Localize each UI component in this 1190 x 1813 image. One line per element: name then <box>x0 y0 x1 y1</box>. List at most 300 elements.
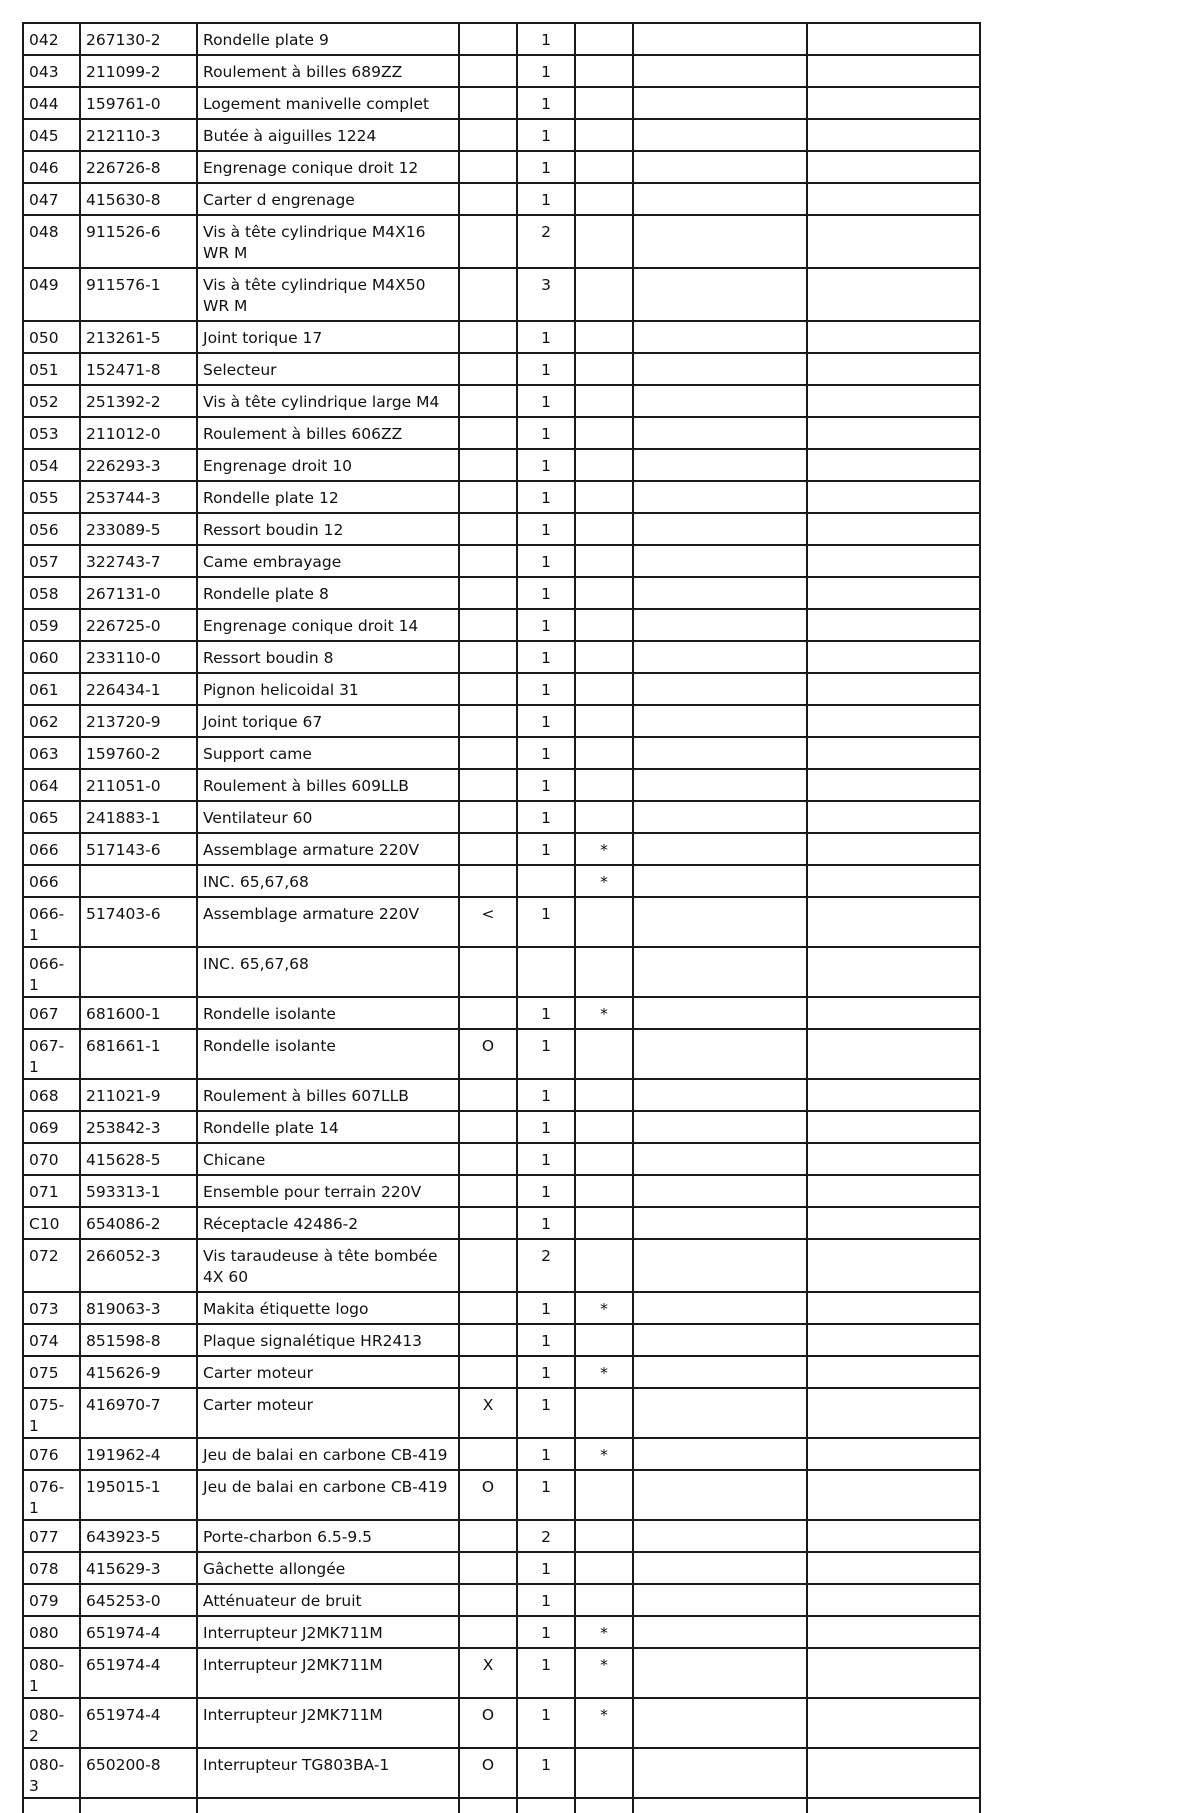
item-number-cell: 058 <box>23 577 80 609</box>
parts-list-page <box>22 22 979 1813</box>
table-row <box>23 1292 980 1324</box>
note-mark-cell: * <box>575 1616 633 1648</box>
description-cell: Pignon helicoidal 31 <box>197 673 459 705</box>
item-number-cell: 063 <box>23 737 80 769</box>
item-number-cell: 070 <box>23 1143 80 1175</box>
quantity-cell: 1 <box>517 1356 575 1388</box>
note-mark-cell <box>575 1584 633 1616</box>
blank-cell <box>633 609 807 641</box>
table-row <box>23 769 980 801</box>
part-reference-cell: 851598-8 <box>80 1324 197 1356</box>
description-cell: Carter d engrenage <box>197 183 459 215</box>
variant-mark-cell <box>459 609 517 641</box>
part-reference-cell: 226434-1 <box>80 673 197 705</box>
note-mark-cell: * <box>575 1292 633 1324</box>
variant-mark-cell <box>459 23 517 55</box>
part-reference-cell: 415626-9 <box>80 1356 197 1388</box>
table-row <box>23 1648 980 1698</box>
description-cell: Roulement à billes 607LLB <box>197 1079 459 1111</box>
item-number-cell: 066-1 <box>23 897 80 947</box>
blank-cell <box>807 513 980 545</box>
variant-mark-cell <box>459 1356 517 1388</box>
blank-cell <box>807 1748 980 1798</box>
variant-mark-cell: O <box>459 1748 517 1798</box>
variant-mark-cell: < <box>459 897 517 947</box>
note-mark-cell <box>575 769 633 801</box>
blank-cell <box>807 1698 980 1748</box>
blank-cell <box>633 183 807 215</box>
blank-cell <box>807 641 980 673</box>
note-mark-cell: * <box>575 997 633 1029</box>
blank-cell <box>633 1648 807 1698</box>
variant-mark-cell <box>459 769 517 801</box>
quantity-cell: 1 <box>517 1552 575 1584</box>
item-number-cell: 080-1 <box>23 1648 80 1698</box>
table-row <box>23 1143 980 1175</box>
note-mark-cell <box>575 268 633 321</box>
part-reference-cell: 415628-5 <box>80 1143 197 1175</box>
table-row <box>23 321 980 353</box>
item-number-cell: 052 <box>23 385 80 417</box>
blank-cell <box>807 1584 980 1616</box>
quantity-cell: 1 <box>517 769 575 801</box>
blank-cell <box>807 268 980 321</box>
quantity-cell: 1 <box>517 1175 575 1207</box>
part-reference-cell: 195015-1 <box>80 1470 197 1520</box>
blank-cell <box>807 119 980 151</box>
variant-mark-cell <box>459 1175 517 1207</box>
blank-cell <box>633 449 807 481</box>
variant-mark-cell <box>459 801 517 833</box>
description-cell: Rondelle plate 9 <box>197 23 459 55</box>
blank-cell <box>807 1143 980 1175</box>
blank-cell <box>807 417 980 449</box>
quantity-cell: 1 <box>517 1292 575 1324</box>
table-row <box>23 1584 980 1616</box>
note-mark-cell <box>575 609 633 641</box>
item-number-cell: 073 <box>23 1292 80 1324</box>
blank-cell <box>633 1698 807 1748</box>
description-cell: Assemblage armature 220V <box>197 833 459 865</box>
table-row <box>23 1079 980 1111</box>
continuation-row <box>23 1798 980 1813</box>
description-cell: Jeu de balai en carbone CB-419 <box>197 1470 459 1520</box>
description-cell: Chicane <box>197 1143 459 1175</box>
blank-cell <box>807 1520 980 1552</box>
variant-mark-cell <box>459 1438 517 1470</box>
note-mark-cell: * <box>575 1356 633 1388</box>
quantity-cell: 1 <box>517 321 575 353</box>
part-reference-cell: 211051-0 <box>80 769 197 801</box>
quantity-cell <box>517 947 575 997</box>
description-cell: Interrupteur J2MK711M <box>197 1698 459 1748</box>
table-row <box>23 1111 980 1143</box>
item-number-cell: 046 <box>23 151 80 183</box>
description-cell: Rondelle plate 14 <box>197 1111 459 1143</box>
blank-cell <box>807 151 980 183</box>
blank-cell <box>807 481 980 513</box>
item-number-cell: 059 <box>23 609 80 641</box>
blank-cell <box>633 513 807 545</box>
description-cell: Porte-charbon 6.5-9.5 <box>197 1520 459 1552</box>
parts-table-body <box>23 23 980 1813</box>
part-reference-cell: 251392-2 <box>80 385 197 417</box>
description-cell: Ventilateur 60 <box>197 801 459 833</box>
note-mark-cell: * <box>575 1648 633 1698</box>
table-row <box>23 385 980 417</box>
table-row <box>23 1239 980 1292</box>
blank-cell <box>633 1470 807 1520</box>
description-cell: Butée à aiguilles 1224 <box>197 119 459 151</box>
blank-cell <box>633 865 807 897</box>
quantity-cell: 1 <box>517 673 575 705</box>
description-cell: Came embrayage <box>197 545 459 577</box>
variant-mark-cell <box>459 1324 517 1356</box>
part-reference-cell: 416970-7 <box>80 1388 197 1438</box>
description-cell: Ressort boudin 12 <box>197 513 459 545</box>
variant-mark-cell <box>459 673 517 705</box>
blank-cell <box>633 1207 807 1239</box>
part-reference-cell: 267130-2 <box>80 23 197 55</box>
quantity-cell: 1 <box>517 1748 575 1798</box>
quantity-cell: 3 <box>517 268 575 321</box>
note-mark-cell <box>575 577 633 609</box>
blank-cell <box>80 1798 197 1813</box>
item-number-cell: 043 <box>23 55 80 87</box>
blank-cell <box>633 321 807 353</box>
note-mark-cell <box>575 1470 633 1520</box>
description-cell: Jeu de balai en carbone CB-419 <box>197 1438 459 1470</box>
variant-mark-cell <box>459 1207 517 1239</box>
item-number-cell: C10 <box>23 1207 80 1239</box>
part-reference-cell: 267131-0 <box>80 577 197 609</box>
table-row <box>23 87 980 119</box>
quantity-cell: 1 <box>517 87 575 119</box>
variant-mark-cell <box>459 87 517 119</box>
blank-cell <box>807 1438 980 1470</box>
table-row <box>23 705 980 737</box>
part-reference-cell: 911526-6 <box>80 215 197 268</box>
part-reference-cell: 651974-4 <box>80 1616 197 1648</box>
table-row <box>23 1388 980 1438</box>
table-row <box>23 215 980 268</box>
quantity-cell: 1 <box>517 705 575 737</box>
item-number-cell: 061 <box>23 673 80 705</box>
blank-cell <box>807 1552 980 1584</box>
part-reference-cell: 233110-0 <box>80 641 197 673</box>
quantity-cell: 1 <box>517 1616 575 1648</box>
variant-mark-cell <box>459 577 517 609</box>
blank-cell <box>633 737 807 769</box>
item-number-cell: 044 <box>23 87 80 119</box>
blank-cell <box>633 23 807 55</box>
variant-mark-cell <box>459 417 517 449</box>
table-row <box>23 1438 980 1470</box>
variant-mark-cell <box>459 545 517 577</box>
note-mark-cell <box>575 23 633 55</box>
item-number-cell: 057 <box>23 545 80 577</box>
note-mark-cell <box>575 641 633 673</box>
quantity-cell: 1 <box>517 55 575 87</box>
description-cell: Atténuateur de bruit <box>197 1584 459 1616</box>
table-row <box>23 417 980 449</box>
blank-cell <box>807 321 980 353</box>
blank-cell <box>807 449 980 481</box>
variant-mark-cell <box>459 119 517 151</box>
description-cell: Assemblage armature 220V <box>197 897 459 947</box>
variant-mark-cell <box>459 1239 517 1292</box>
note-mark-cell <box>575 215 633 268</box>
blank-cell <box>633 1356 807 1388</box>
note-mark-cell <box>575 1324 633 1356</box>
table-row <box>23 673 980 705</box>
variant-mark-cell <box>459 321 517 353</box>
quantity-cell: 1 <box>517 897 575 947</box>
blank-cell <box>633 1111 807 1143</box>
item-number-cell: 064 <box>23 769 80 801</box>
table-row <box>23 1698 980 1748</box>
part-reference-cell: 517403-6 <box>80 897 197 947</box>
note-mark-cell <box>575 151 633 183</box>
part-reference-cell: 415630-8 <box>80 183 197 215</box>
item-number-cell: 072 <box>23 1239 80 1292</box>
part-reference-cell: 213720-9 <box>80 705 197 737</box>
item-number-cell: 060 <box>23 641 80 673</box>
table-row <box>23 55 980 87</box>
quantity-cell: 2 <box>517 1239 575 1292</box>
blank-cell <box>807 1798 980 1813</box>
blank-cell <box>633 1798 807 1813</box>
table-row <box>23 1207 980 1239</box>
description-cell: Engrenage conique droit 14 <box>197 609 459 641</box>
variant-mark-cell <box>459 55 517 87</box>
item-number-cell: 053 <box>23 417 80 449</box>
description-cell: Interrupteur TG803BA-1 <box>197 1748 459 1798</box>
blank-cell <box>807 577 980 609</box>
quantity-cell: 1 <box>517 577 575 609</box>
note-mark-cell <box>575 1143 633 1175</box>
variant-mark-cell <box>459 1616 517 1648</box>
quantity-cell: 1 <box>517 119 575 151</box>
part-reference-cell: 322743-7 <box>80 545 197 577</box>
variant-mark-cell <box>459 1111 517 1143</box>
blank-cell <box>807 997 980 1029</box>
item-number-cell: 051 <box>23 353 80 385</box>
table-row <box>23 1175 980 1207</box>
quantity-cell: 1 <box>517 1079 575 1111</box>
blank-cell <box>807 55 980 87</box>
blank-cell <box>807 1029 980 1079</box>
table-row <box>23 183 980 215</box>
table-row <box>23 119 980 151</box>
description-cell: Rondelle plate 12 <box>197 481 459 513</box>
table-row <box>23 737 980 769</box>
item-number-cell: 066 <box>23 833 80 865</box>
blank-cell <box>633 801 807 833</box>
blank-cell <box>633 1079 807 1111</box>
blank-cell <box>633 1388 807 1438</box>
quantity-cell: 1 <box>517 1698 575 1748</box>
variant-mark-cell <box>459 641 517 673</box>
item-number-cell: 076 <box>23 1438 80 1470</box>
blank-cell <box>633 55 807 87</box>
blank-cell <box>807 833 980 865</box>
part-reference-cell: 819063-3 <box>80 1292 197 1324</box>
quantity-cell: 1 <box>517 1470 575 1520</box>
table-row <box>23 1616 980 1648</box>
item-number-cell: 067 <box>23 997 80 1029</box>
blank-cell <box>807 1175 980 1207</box>
blank-cell <box>633 705 807 737</box>
note-mark-cell <box>575 385 633 417</box>
description-cell: Rondelle isolante <box>197 1029 459 1079</box>
quantity-cell: 1 <box>517 417 575 449</box>
note-mark-cell <box>575 545 633 577</box>
part-reference-cell: 517143-6 <box>80 833 197 865</box>
variant-mark-cell <box>459 947 517 997</box>
description-cell: Selecteur <box>197 353 459 385</box>
part-reference-cell: 213261-5 <box>80 321 197 353</box>
variant-mark-cell <box>459 833 517 865</box>
item-number-cell: 047 <box>23 183 80 215</box>
blank-cell <box>807 87 980 119</box>
blank-cell <box>807 609 980 641</box>
quantity-cell: 1 <box>517 151 575 183</box>
blank-cell <box>633 215 807 268</box>
blank-cell <box>807 353 980 385</box>
table-row <box>23 997 980 1029</box>
note-mark-cell: * <box>575 1438 633 1470</box>
blank-cell <box>807 545 980 577</box>
part-reference-cell: 211012-0 <box>80 417 197 449</box>
note-mark-cell <box>575 1388 633 1438</box>
blank-cell <box>807 1111 980 1143</box>
table-row <box>23 947 980 997</box>
item-number-cell: 056 <box>23 513 80 545</box>
table-row <box>23 23 980 55</box>
note-mark-cell <box>575 1207 633 1239</box>
part-reference-cell: 233089-5 <box>80 513 197 545</box>
part-reference-cell: 253842-3 <box>80 1111 197 1143</box>
blank-cell <box>633 1239 807 1292</box>
quantity-cell: 1 <box>517 183 575 215</box>
variant-mark-cell <box>459 481 517 513</box>
blank-cell <box>459 1798 517 1813</box>
item-number-cell: 077 <box>23 1520 80 1552</box>
blank-cell <box>633 997 807 1029</box>
blank-cell <box>197 1798 459 1813</box>
note-mark-cell <box>575 513 633 545</box>
variant-mark-cell <box>459 268 517 321</box>
description-cell: Ensemble pour terrain 220V <box>197 1175 459 1207</box>
item-number-cell: 071 <box>23 1175 80 1207</box>
table-row <box>23 865 980 897</box>
note-mark-cell <box>575 1079 633 1111</box>
part-reference-cell: 211099-2 <box>80 55 197 87</box>
quantity-cell <box>517 865 575 897</box>
part-reference-cell: 226293-3 <box>80 449 197 481</box>
variant-mark-cell <box>459 353 517 385</box>
blank-cell <box>633 1438 807 1470</box>
blank-cell <box>633 417 807 449</box>
description-cell: Joint torique 67 <box>197 705 459 737</box>
blank-cell <box>633 353 807 385</box>
quantity-cell: 1 <box>517 23 575 55</box>
item-number-cell: 079 <box>23 1584 80 1616</box>
description-cell: Carter moteur <box>197 1356 459 1388</box>
blank-cell <box>807 1388 980 1438</box>
part-reference-cell: 681600-1 <box>80 997 197 1029</box>
variant-mark-cell <box>459 865 517 897</box>
blank-cell <box>807 673 980 705</box>
description-cell: Roulement à billes 689ZZ <box>197 55 459 87</box>
table-row <box>23 1356 980 1388</box>
note-mark-cell <box>575 1239 633 1292</box>
note-mark-cell <box>575 1175 633 1207</box>
blank-cell <box>633 769 807 801</box>
part-reference-cell: 681661-1 <box>80 1029 197 1079</box>
variant-mark-cell <box>459 385 517 417</box>
variant-mark-cell <box>459 183 517 215</box>
table-row <box>23 609 980 641</box>
description-cell: INC. 65,67,68 <box>197 947 459 997</box>
quantity-cell: 1 <box>517 353 575 385</box>
note-mark-cell <box>575 947 633 997</box>
note-mark-cell <box>575 1552 633 1584</box>
blank-cell <box>807 1239 980 1292</box>
note-mark-cell <box>575 897 633 947</box>
quantity-cell: 1 <box>517 1207 575 1239</box>
note-mark-cell <box>575 1029 633 1079</box>
note-mark-cell <box>575 673 633 705</box>
description-cell: Vis à tête cylindrique large M4 <box>197 385 459 417</box>
part-reference-cell: 651974-4 <box>80 1698 197 1748</box>
quantity-cell: 1 <box>517 385 575 417</box>
part-reference-cell: 191962-4 <box>80 1438 197 1470</box>
blank-cell <box>633 385 807 417</box>
part-reference-cell: 241883-1 <box>80 801 197 833</box>
part-reference-cell: 266052-3 <box>80 1239 197 1292</box>
table-row <box>23 268 980 321</box>
part-reference-cell: 211021-9 <box>80 1079 197 1111</box>
table-row <box>23 801 980 833</box>
description-cell: Makita étiquette logo <box>197 1292 459 1324</box>
table-row <box>23 1470 980 1520</box>
quantity-cell: 1 <box>517 1648 575 1698</box>
quantity-cell: 2 <box>517 215 575 268</box>
blank-cell <box>633 268 807 321</box>
blank-cell <box>807 183 980 215</box>
blank-cell <box>807 897 980 947</box>
part-reference-cell: 152471-8 <box>80 353 197 385</box>
part-reference-cell: 911576-1 <box>80 268 197 321</box>
quantity-cell: 1 <box>517 1143 575 1175</box>
quantity-cell: 1 <box>517 1438 575 1470</box>
part-reference-cell: 159761-0 <box>80 87 197 119</box>
blank-cell <box>807 1616 980 1648</box>
item-number-cell: 074 <box>23 1324 80 1356</box>
description-cell: Vis à tête cylindrique M4X16 WR M <box>197 215 459 268</box>
table-row <box>23 1324 980 1356</box>
part-reference-cell: 651974-4 <box>80 1648 197 1698</box>
item-number-cell: 065 <box>23 801 80 833</box>
item-number-cell: 055 <box>23 481 80 513</box>
note-mark-cell: * <box>575 865 633 897</box>
table-row <box>23 481 980 513</box>
description-cell: INC. 65,67,68 <box>197 865 459 897</box>
blank-cell <box>633 545 807 577</box>
table-row <box>23 353 980 385</box>
